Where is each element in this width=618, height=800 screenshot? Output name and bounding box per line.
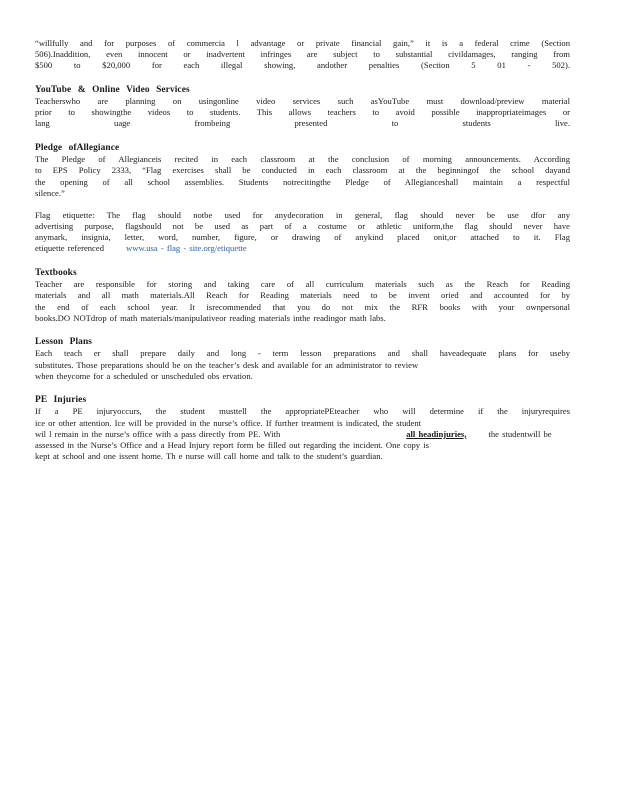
lesson-line-1: Each teach er shall prepare daily and long - term lesson preparations and shall haveadequate plans for useby: [35, 348, 570, 359]
head-injuries-emphasis: all headinjuries,: [406, 428, 467, 439]
textbooks-line-1: Teacher are responsible for storing and taking care of all curriculum materials such as the Reach for Reading: [35, 279, 570, 290]
intro-paragraph: [35, 38, 570, 72]
textbooks-heading: Textbooks: [35, 267, 77, 278]
lesson-line-2: substitutes. Those preparations should be on the teacher’s desk and available for an administrator to review: [35, 359, 419, 370]
pledge-line-3: the opening of all school assemblies. Students notrecitingthe Pledge of Allegianceshall maintain a respectful: [35, 176, 570, 187]
pe-line-3: [35, 429, 570, 440]
youtube-paragraph: [35, 96, 570, 130]
pe-line-3-end: the studentwill be: [488, 428, 552, 439]
pe-line-2: ice or other attention. Ice will be provided in the nurse’s office. If further treatment is indicated, the student: [35, 417, 422, 428]
textbooks-paragraph: [35, 279, 570, 324]
flag-line-2: advertising purpose, flagshould not be used as part of a costume or athletic uniform,the flag should never have: [35, 221, 570, 232]
intro-line-3: $500 to $20,000 for each illegal showing, andother penalties (Section 5 01 - 502).: [35, 60, 570, 71]
pe-injuries-paragraph: [35, 406, 570, 462]
youtube-heading: YouTube & Online Video Services: [35, 84, 190, 95]
flag-line-1: Flag etiquette: The flag should notbe used for anydecoration in general, flag should never be use dfor any: [35, 209, 570, 220]
flag-line-4-text: etiquette referenced: [35, 243, 104, 254]
lesson-plans-heading: Lesson Plans: [35, 336, 93, 347]
flag-line-4: [35, 243, 570, 254]
pledge-line-1: The Pledge of Allegianceis recited in each classroom at the conclusion of morning announcements. According: [35, 154, 570, 165]
intro-line-1: “willfully and for purposes of commercia l advantage or private financial gain,” it is a federal crime (Section: [35, 38, 570, 48]
lesson-plans-paragraph: [35, 348, 570, 382]
textbooks-line-3: the end of each school year. It isrecommended that you do not mix the RFR books with your ownpersonal: [35, 301, 570, 312]
intro-line-2: 506).Inaddition, even innocent or inadvertent infringes are subject to substantial civildamages, ranging from: [35, 49, 570, 60]
pledge-heading: Pledge ofAllegiance: [35, 142, 120, 153]
pe-line-5: kept at school and one issent home. Th e nurse will call home and talk to the student’s guardian.: [35, 451, 383, 462]
textbooks-line-4: books.DO NOTdrop of math materials/manipulativeor reading materials inthe readingor math labs.: [35, 312, 386, 323]
pledge-line-2: to EPS Policy 2333, “Flag exercises shall be conducted in each classroom at the beginningof the school dayand: [35, 165, 570, 176]
youtube-line-3: lang uage frombeing presented to students live.: [35, 118, 570, 129]
pledge-paragraph: [35, 154, 570, 199]
flag-etiquette-paragraph: [35, 210, 570, 255]
pe-line-1: If a PE injuryoccurs, the student musttell the appropriatePEteacher who will determine if the injuryrequires: [35, 406, 570, 417]
youtube-line-2: prior to showingthe videos to students. This allows teachers to avoid possible inappropriateimages or: [35, 107, 570, 118]
etiquette-link[interactable]: www.usa - flag - site.org/etiquette: [126, 243, 247, 254]
flag-line-3: anymark, insignia, letter, word, number, figure, or drawing of anykind placed onit,or attached to it. Flag: [35, 232, 570, 243]
youtube-line-1: Teacherswho are planning on usingonline video services such asYouTube must download/preview material: [35, 96, 570, 107]
pe-injuries-heading: PE Injuries: [35, 394, 87, 405]
textbooks-line-2: materials and all math materials.All Reach for Reading materials need to be invent oried and accounted for by: [35, 290, 570, 301]
pe-line-3-text: wil l remain in the nurse’s office with a pass directly from PE. With: [35, 428, 281, 439]
pe-line-4: assessed in the Nurse’s Office and a Head Injury report form be filled out regarding the incident. One copy is: [35, 440, 429, 450]
pledge-line-4: silence.”: [35, 187, 65, 198]
lesson-line-3: when theycome for a scheduled or unscheduled obs ervation.: [35, 370, 253, 381]
